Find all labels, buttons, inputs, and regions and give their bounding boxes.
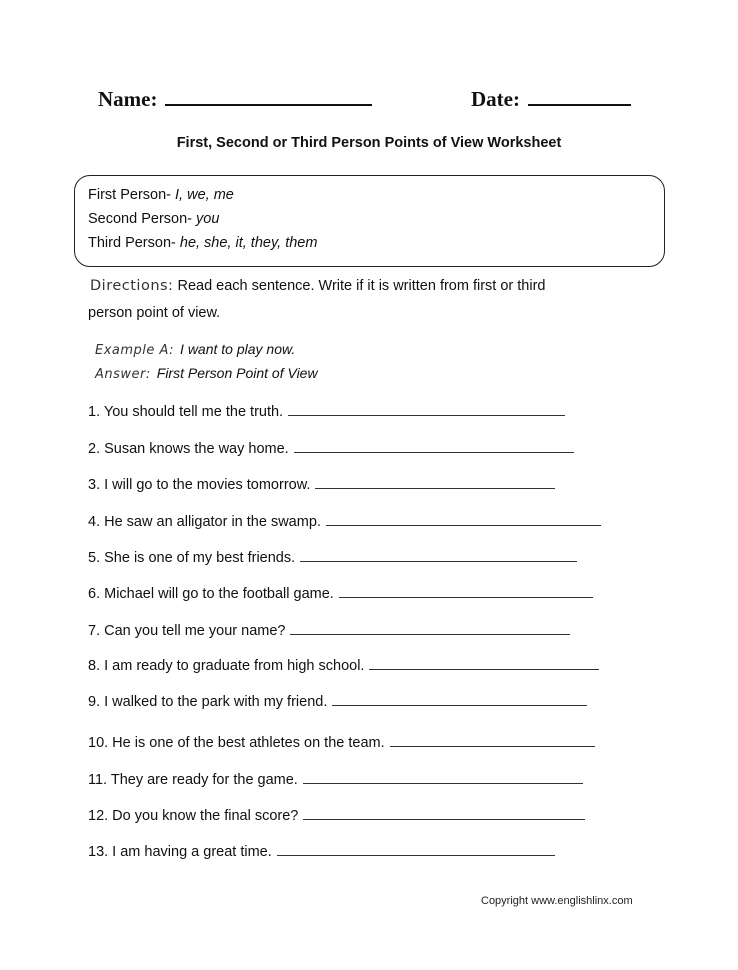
answer-blank-8[interactable]: [369, 656, 599, 670]
answer-blank-6[interactable]: [339, 584, 593, 598]
date-blank[interactable]: [528, 86, 631, 106]
directions-label: Directions:: [90, 278, 174, 294]
date-label: Date:: [471, 87, 520, 111]
answer-blank-12[interactable]: [303, 806, 585, 820]
question-11: 11. They are ready for the game.: [88, 770, 583, 788]
worksheet-title: First, Second or Third Person Points of View Worksheet: [176, 135, 562, 151]
directions-text-cont: person point of view.: [88, 305, 221, 321]
answer-blank-1[interactable]: [288, 402, 565, 416]
example-label: Example A:: [95, 343, 175, 358]
answer-blank-7[interactable]: [290, 621, 570, 635]
question-6: 6. Michael will go to the football game.: [88, 584, 593, 602]
question-12: 12. Do you know the final score?: [88, 806, 585, 824]
directions: [90, 278, 545, 294]
answer-blank-13[interactable]: [277, 842, 555, 856]
question-13: 13. I am having a great time.: [88, 842, 555, 860]
answer-blank-11[interactable]: [303, 770, 583, 784]
question-2: 2. Susan knows the way home.: [88, 439, 574, 457]
copyright-notice: Copyright www.englishlinx.com: [481, 895, 633, 907]
question-9: 9. I walked to the park with my friend.: [88, 692, 587, 710]
question-7: 7. Can you tell me your name?: [88, 621, 570, 639]
answer-blank-3[interactable]: [315, 475, 555, 489]
question-4: 4. He saw an alligator in the swamp.: [88, 512, 601, 530]
name-label: Name:: [98, 87, 158, 111]
definition-second-person: Second Person- you: [88, 211, 220, 227]
definition-first-person: First Person- I, we, me: [88, 187, 234, 203]
example-answer: Answer: First Person Point of View: [95, 365, 318, 382]
name-field: [98, 86, 372, 112]
answer-blank-2[interactable]: [294, 439, 574, 453]
directions-text: Read each sentence. Write if it is written from first or third: [173, 278, 546, 294]
answer-blank-4[interactable]: [326, 512, 601, 526]
question-3: 3. I will go to the movies tomorrow.: [88, 475, 555, 493]
question-10: 10. He is one of the best athletes on the team.: [88, 733, 595, 751]
question-8: 8. I am ready to graduate from high school.: [88, 656, 599, 674]
definition-third-person: Third Person- he, she, it, they, them: [88, 235, 318, 251]
answer-label: Answer:: [95, 367, 151, 382]
answer-blank-5[interactable]: [300, 548, 577, 562]
answer-blank-9[interactable]: [332, 692, 587, 706]
name-blank[interactable]: [165, 86, 372, 106]
question-5: 5. She is one of my best friends.: [88, 548, 577, 566]
date-field: [471, 86, 631, 112]
example-sentence: Example A: I want to play now.: [95, 341, 296, 358]
answer-blank-10[interactable]: [390, 733, 595, 747]
question-1: 1. You should tell me the truth.: [88, 402, 565, 420]
